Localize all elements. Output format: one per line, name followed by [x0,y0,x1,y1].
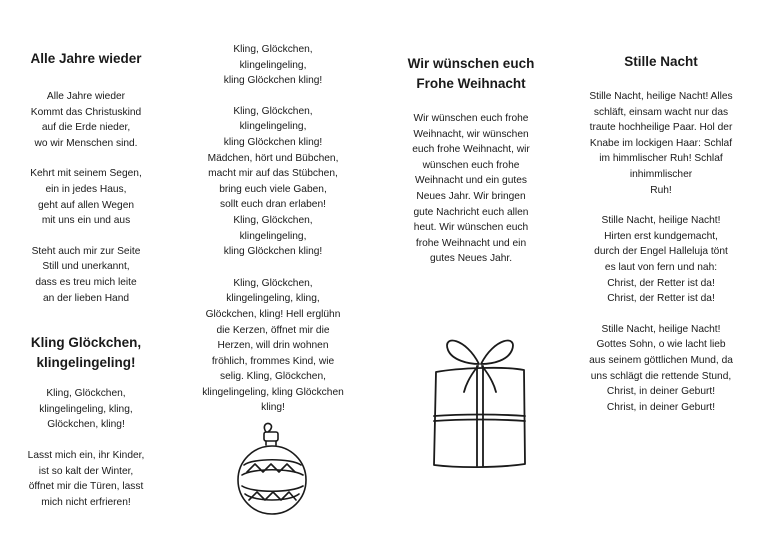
gift-box-icon [428,328,532,470]
verse: Lasst mich ein, ihr Kinder, ist so kalt der Winter, öffnet mir die Türen, lasst mich nicht erfrieren! [27,449,145,508]
verse: Stille Nacht, heilige Nacht! Alles schläft, einsam wacht nur das traute hochheilige Paar. Hol der Knabe im lockigen Haar: Schlaf im himmlischer Ruh! Schlaf inhimmlischer Ruh! [589,91,733,196]
column-3 [402,0,540,267]
verse: Alle Jahre wieder Kommt das Christuskind auf die Erde nieder, wo wir Menschen sind. [30,91,142,149]
verse: Steht auch mir zur Seite Still und unerkannt, dass es treu mich leite an der lieben Hand [31,245,141,304]
verse: Kling, Glöckchen, klingelingeling, kling, Glöckchen, kling! Hell erglühn die Kerzen, öffnet mir die Herzen, will drin wohnen fröhlich, frommes Kind, wie selig. Kling, Glöckchen, klingelingeling, kling Glöckchen kling! [202,277,344,414]
verse: Kehrt mit seinem Segen, ein in jedes Haus, geht auf allen Wegen mit uns ein und aus [30,168,142,227]
verse: Wir wünschen euch frohe Weihnacht, wir wünschen euch frohe Weihnacht, wir wünschen euch frohe Weihnacht und ein gutes Neues Jahr. Wir bringen gute Nachricht euch allen heut. Wir wünschen euch frohe Weihnacht und ein gutes Neues Jahr. [412,113,530,265]
song-title-wir-wuenschen: Wir wünschen euch Frohe Weihnacht [407,56,535,91]
verse: Kling, Glöckchen, klingelingeling, kling Glöckchen kling! Mädchen, hört und Bübchen, macht mir auf das Stübchen, bring euch viele Gaben, sollt euch dran erlaben! Kling, Glöckchen, klingelingeling, kling Glöckchen kling! [207,105,339,258]
christmas-ornament-icon [235,420,311,520]
column-1 [20,0,152,510]
song-title-alle-jahre-wieder: Alle Jahre wieder [30,51,142,66]
verse: Stille Nacht, heilige Nacht! Gottes Sohn, o wie lacht lieb aus seinem göttlichen Mund, da uns schlägt die rettende Stund, Christ, in deiner Geburt! Christ, in deiner Geburt! [589,323,733,413]
column-2 [196,0,350,416]
song-title-kling-gloeckchen: Kling Glöckchen, klingelingeling! [30,335,142,371]
verse: Stille Nacht, heilige Nacht! Hirten erst kundgemacht, durch der Engel Halleluja tönt es laut von fern und nah: Christ, der Retter ist da! Christ, der Retter ist da! [594,215,728,305]
verse: Kling, Glöckchen, klingelingeling, kling Glöckchen kling! [223,44,323,87]
column-4 [580,0,742,415]
verse: Kling, Glöckchen, klingelingeling, kling, Glöckchen, kling! [39,388,133,431]
song-title-stille-nacht: Stille Nacht [624,54,698,69]
